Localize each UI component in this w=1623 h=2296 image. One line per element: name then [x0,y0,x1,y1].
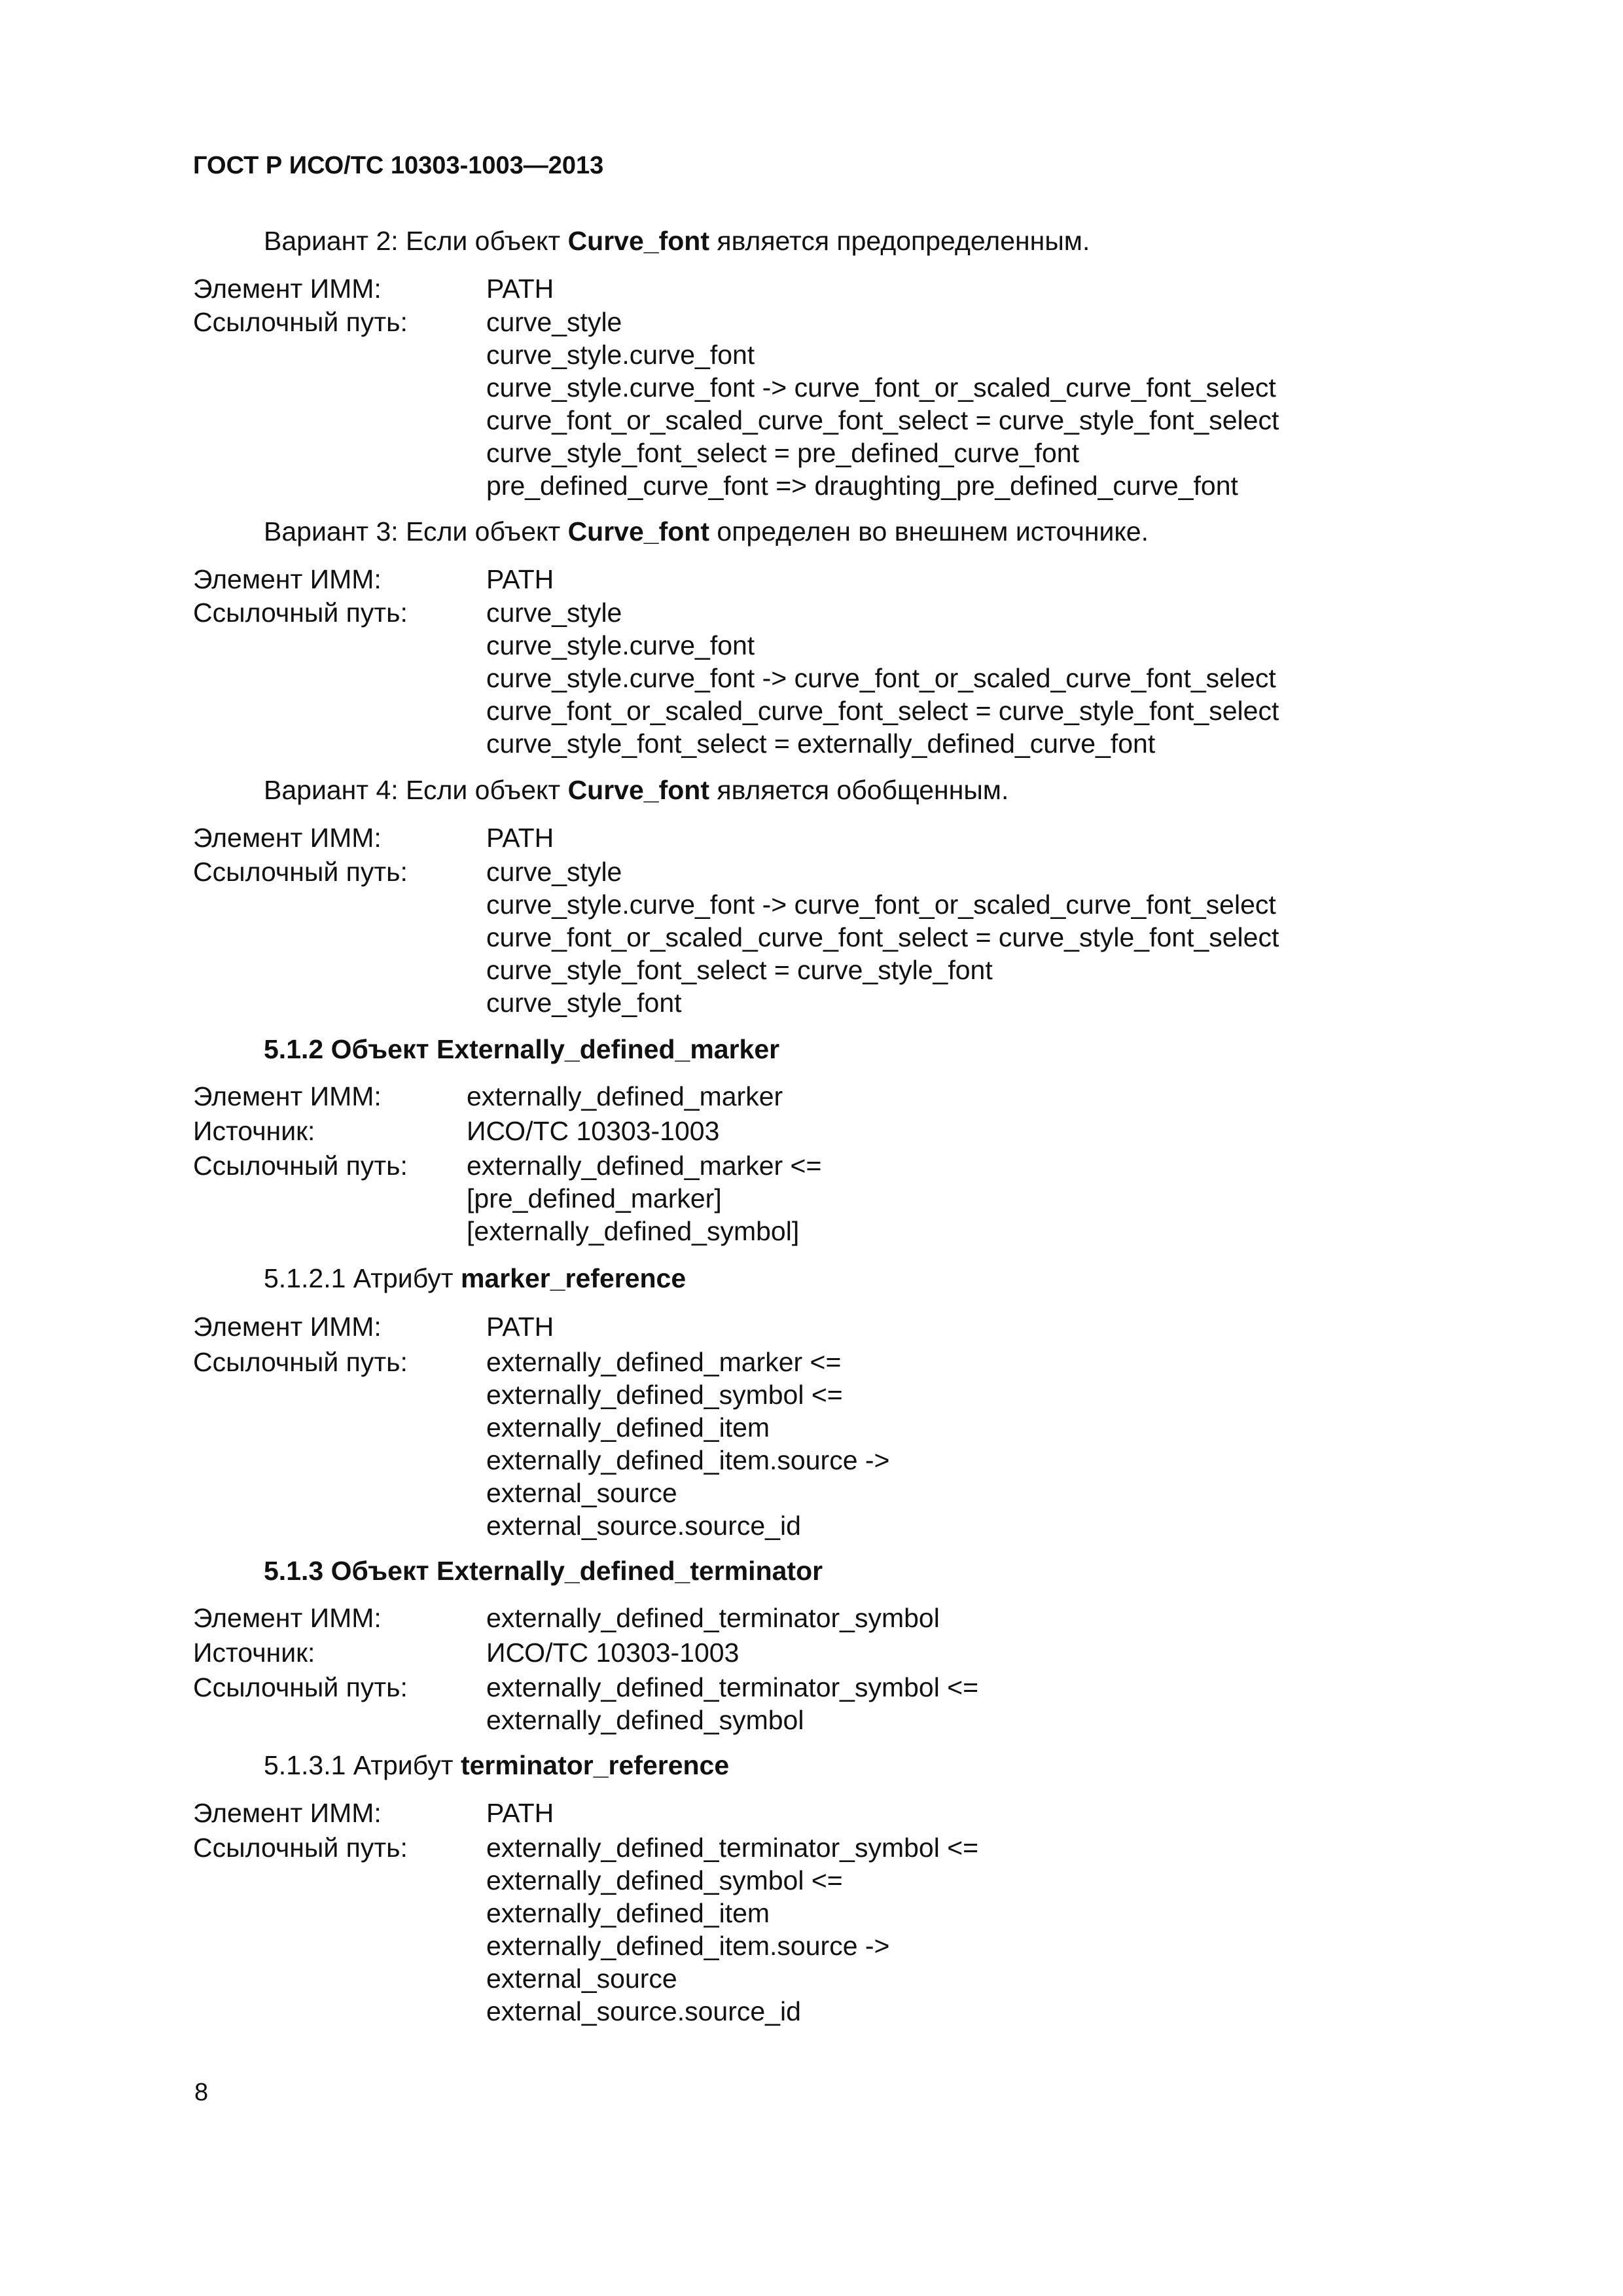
a5121-path-line: externally_defined_item [486,1412,770,1443]
section-5-1-2-heading: 5.1.2 Объект Externally_defined_marker [264,1034,780,1064]
v2-path-line: curve_font_or_scaled_curve_font_select = curve_style_font_select [486,405,1279,435]
s513-source-label: Источник: [193,1638,315,1668]
v3-path-line: curve_style_font_select = externally_defined_curve_font [486,728,1156,759]
s513-path-line: externally_defined_terminator_symbol <= [486,1672,979,1702]
s512-element-label: Элемент ИММ: [193,1081,382,1111]
v3-path-line: curve_style.curve_font [486,630,755,660]
a5131-path-line: external_source.source_id [486,1996,801,2026]
v2-element-label: Элемент ИММ: [193,274,382,304]
a5131-path-line: externally_defined_item.source -> [486,1931,890,1961]
a5121-path-line: externally_defined_marker <= [486,1347,842,1377]
s512-path-line: [externally_defined_symbol] [467,1216,800,1246]
v3-element-label: Элемент ИММ: [193,564,382,594]
s512-element-value: externally_defined_marker [467,1081,783,1111]
v4-path-line: curve_style.curve_font -> curve_font_or_scaled_curve_font_select [486,889,1276,920]
v3-path-line: curve_style [486,598,622,628]
s512-refpath-label: Ссылочный путь: [193,1151,408,1181]
standard-header: ГОСТ Р ИСО/ТС 10303-1003—2013 [193,152,604,179]
a5131-path-line: externally_defined_item [486,1898,770,1928]
v4-path-line: curve_font_or_scaled_curve_font_select = curve_style_font_select [486,922,1279,952]
v3-refpath-label: Ссылочный путь: [193,598,408,628]
v4-path-line: curve_style_font_select = curve_style_font [486,955,993,985]
a5121-path-line: externally_defined_symbol <= [486,1380,843,1410]
variant-3-heading: Вариант 3: Если объект Curve_font определен во внешнем источнике. [264,516,1149,547]
s513-path-line: externally_defined_symbol [486,1705,804,1735]
v3-path-line: curve_style.curve_font -> curve_font_or_scaled_curve_font_select [486,663,1276,693]
v4-element-value: PATH [486,823,554,853]
a5131-refpath-label: Ссылочный путь: [193,1833,408,1863]
a5121-element-label: Элемент ИММ: [193,1312,382,1342]
a5121-path-line: externally_defined_item.source -> [486,1445,890,1475]
section-5-1-3-heading: 5.1.3 Объект Externally_defined_terminator [264,1556,823,1586]
s513-source-value: ИСО/ТС 10303-1003 [486,1638,740,1668]
attribute-5-1-3-1-heading: 5.1.3.1 Атрибут terminator_reference [264,1750,730,1780]
v2-path-line: curve_style [486,307,622,337]
s513-refpath-label: Ссылочный путь: [193,1672,408,1702]
a5131-element-label: Элемент ИММ: [193,1798,382,1828]
a5131-path-line: external_source [486,1964,677,1994]
s512-source-value: ИСО/ТС 10303-1003 [467,1116,720,1146]
a5121-element-value: PATH [486,1312,554,1342]
a5131-path-line: externally_defined_terminator_symbol <= [486,1833,979,1863]
v2-element-value: PATH [486,274,554,304]
s512-path-line: [pre_defined_marker] [467,1183,722,1213]
a5131-element-value: PATH [486,1798,554,1828]
v3-path-line: curve_font_or_scaled_curve_font_select = curve_style_font_select [486,696,1279,726]
v3-element-value: PATH [486,564,554,594]
variant-4-heading: Вариант 4: Если объект Curve_font является обобщенным. [264,775,1009,805]
s512-path-line: externally_defined_marker <= [467,1151,822,1181]
s513-element-value: externally_defined_terminator_symbol [486,1603,940,1633]
v4-path-line: curve_style [486,857,622,887]
s513-element-label: Элемент ИММ: [193,1603,382,1633]
variant-2-heading: Вариант 2: Если объект Curve_font является предопределенным. [264,226,1090,256]
v2-path-line: curve_style.curve_font -> curve_font_or_scaled_curve_font_select [486,372,1276,403]
page-number: 8 [194,2079,209,2106]
v2-path-line: curve_style_font_select = pre_defined_curve_font [486,438,1080,468]
v4-path-line: curve_style_font [486,988,682,1018]
a5121-refpath-label: Ссылочный путь: [193,1347,408,1377]
v2-path-line: curve_style.curve_font [486,340,755,370]
v4-refpath-label: Ссылочный путь: [193,857,408,887]
a5121-path-line: external_source [486,1478,677,1508]
v2-refpath-label: Ссылочный путь: [193,307,408,337]
v4-element-label: Элемент ИММ: [193,823,382,853]
v2-path-line: pre_defined_curve_font => draughting_pre_defined_curve_font [486,471,1238,501]
attribute-5-1-2-1-heading: 5.1.2.1 Атрибут marker_reference [264,1263,687,1293]
a5121-path-line: external_source.source_id [486,1511,801,1541]
a5131-path-line: externally_defined_symbol <= [486,1865,843,1895]
s512-source-label: Источник: [193,1116,315,1146]
